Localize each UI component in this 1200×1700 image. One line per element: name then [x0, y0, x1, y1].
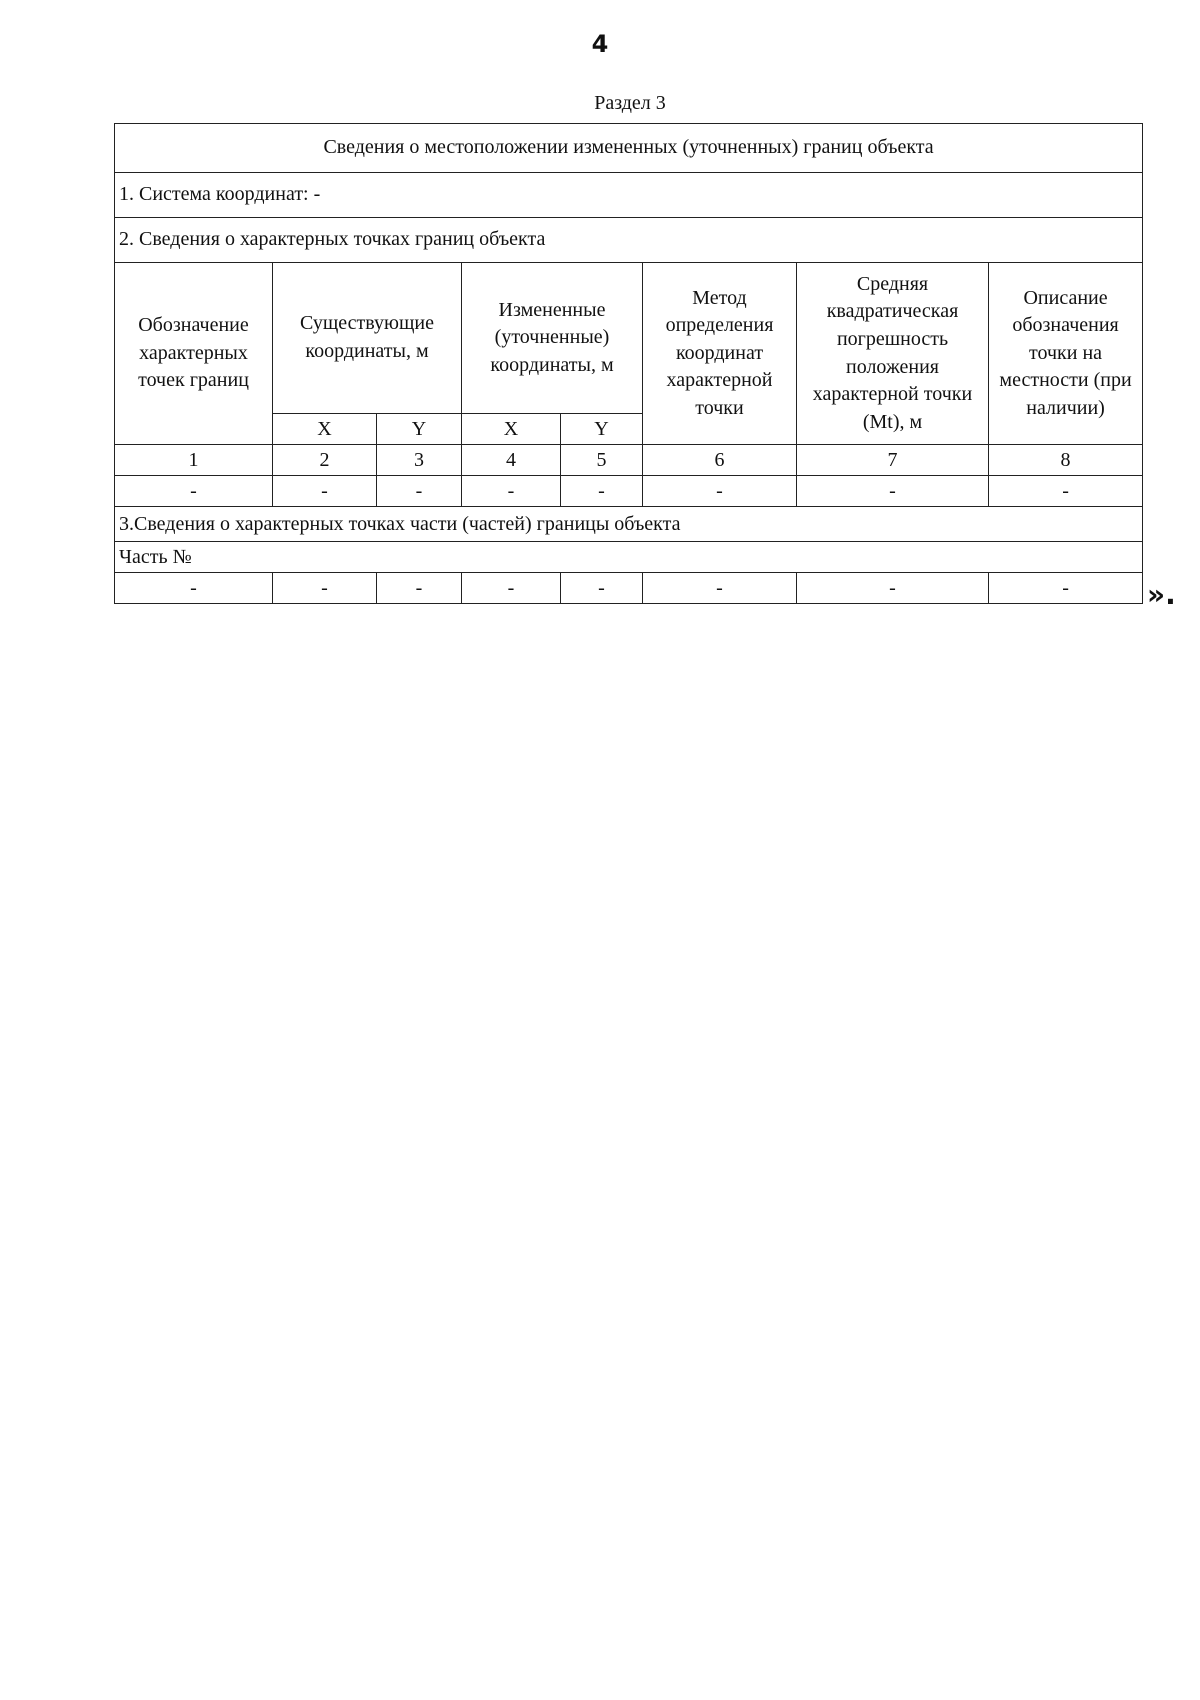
header-existing-x: X: [273, 414, 377, 445]
table-cell: -: [273, 476, 377, 507]
table-cell: -: [989, 573, 1143, 604]
section3-heading: 3.Сведения о характерных точках части (частей) границы объекта: [115, 507, 1143, 542]
table-cell: -: [989, 476, 1143, 507]
table-cell: -: [797, 573, 989, 604]
table-cell: -: [273, 573, 377, 604]
table-row: [115, 476, 1143, 507]
closing-quote: ».: [1147, 578, 1176, 611]
column-number: 2: [273, 445, 377, 476]
header-existing-y: Y: [377, 414, 462, 445]
column-number: 1: [115, 445, 273, 476]
table-title: Сведения о местоположении измененных (уточненных) границ объекта: [115, 124, 1143, 173]
header-point-description: Описание обозначения точки на местности (при наличии): [989, 263, 1143, 445]
header-point-designation: Обозначение характерных точек границ: [115, 263, 273, 445]
column-number: 5: [561, 445, 643, 476]
table-row: [115, 573, 1143, 604]
boundary-points-table: [114, 123, 1143, 604]
header-changed-coordinates: Измененные (уточненные) координаты, м: [462, 263, 643, 414]
header-existing-coordinates: Существующие координаты, м: [273, 263, 462, 414]
section-label: Раздел 3: [594, 92, 666, 114]
section2-heading: 2. Сведения о характерных точках границ объекта: [115, 218, 1143, 263]
table-cell: -: [561, 573, 643, 604]
table-cell: -: [115, 573, 273, 604]
header-changed-y: Y: [561, 414, 643, 445]
header-changed-x: X: [462, 414, 561, 445]
table-cell: -: [462, 476, 561, 507]
table-cell: -: [377, 476, 462, 507]
header-method: Метод определения координат характерной точки: [643, 263, 797, 445]
part-number-row: Часть №: [115, 542, 1143, 573]
header-mean-square-error: Средняя квадратическая погрешность положения характерной точки (Mt), м: [797, 263, 989, 445]
table-cell: -: [643, 573, 797, 604]
column-number: 4: [462, 445, 561, 476]
coordinate-system-row: 1. Система координат: -: [115, 173, 1143, 218]
table-cell: -: [643, 476, 797, 507]
table-cell: -: [115, 476, 273, 507]
table-cell: -: [462, 573, 561, 604]
page-number: 4: [591, 30, 609, 58]
table-cell: -: [377, 573, 462, 604]
column-number: 7: [797, 445, 989, 476]
column-number: 3: [377, 445, 462, 476]
column-number: 6: [643, 445, 797, 476]
column-number-row: [115, 445, 1143, 476]
column-number: 8: [989, 445, 1143, 476]
table-cell: -: [797, 476, 989, 507]
table-cell: -: [561, 476, 643, 507]
